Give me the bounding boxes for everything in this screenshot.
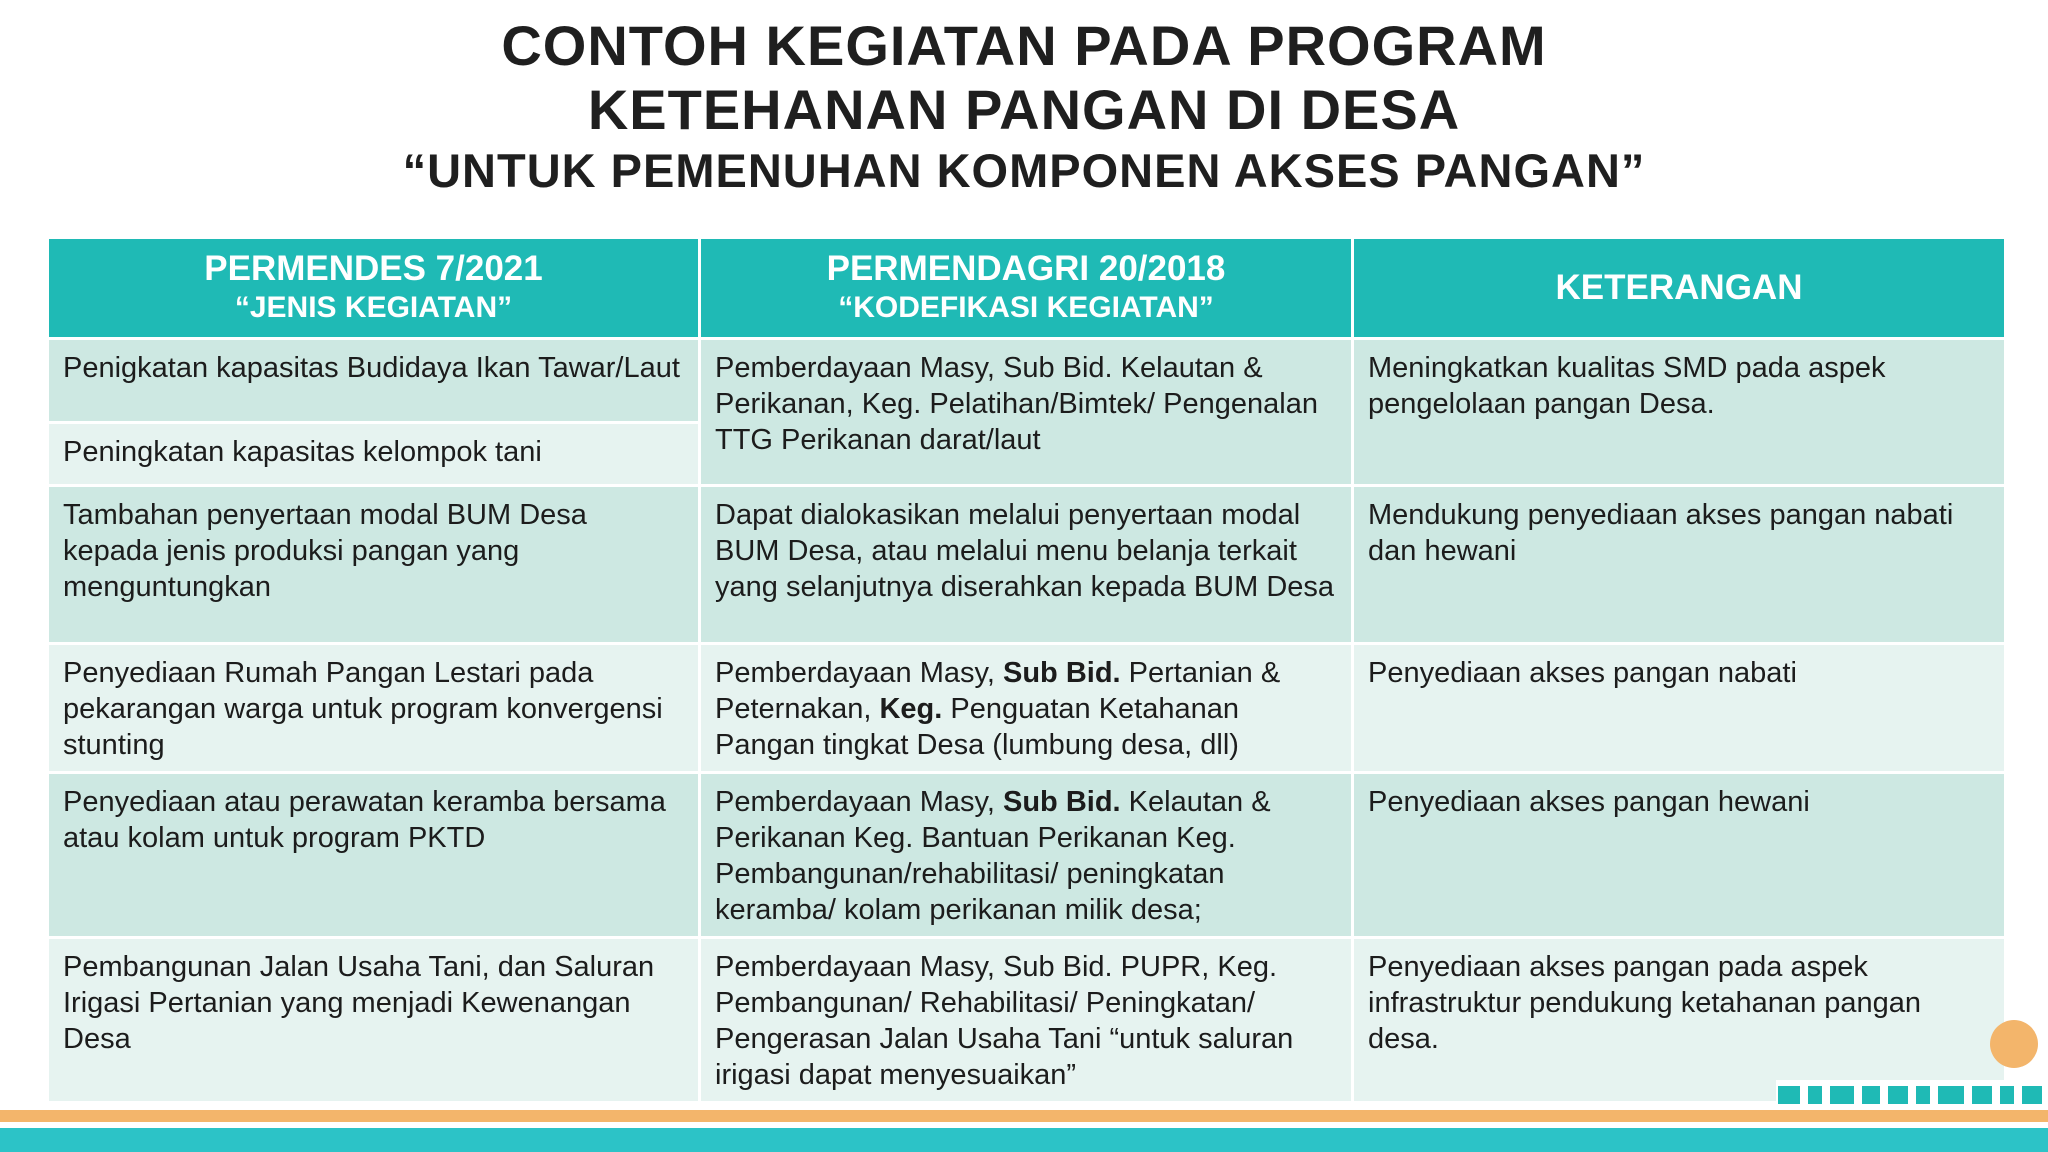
row3-col2-part-d: Keg. xyxy=(879,693,943,725)
header-keterangan xyxy=(1353,238,2006,339)
row2-col1: Tambahan penyertaan modal BUM Desa kepada jenis produksi pangan yang menguntungkan xyxy=(48,486,700,644)
row3-col2-part-a: Pemberdayaan Masy, xyxy=(715,657,1003,689)
header-permendes-main: PERMENDES 7/2021 xyxy=(204,249,543,288)
row4-col3: Penyediaan akses pangan hewani xyxy=(1353,773,2006,938)
row4-col2 xyxy=(700,773,1353,938)
row3-col2 xyxy=(700,644,1353,773)
title-line-1: CONTOH KEGIATAN PADA PROGRAM xyxy=(501,14,1547,77)
row3-col2-part-c: Pertanian & Peternakan, xyxy=(715,657,1281,725)
activity-table xyxy=(46,236,2007,1104)
title-line-3: “UNTUK PEMENUHAN KOMPONEN AKSES PANGAN” xyxy=(402,144,1646,197)
row2-col2: Dapat dialokasikan melalui penyertaan modal BUM Desa, atau melalui menu belanja terkait yang selanjutnya diserahkan kepada BUM Desa xyxy=(700,486,1353,644)
corner-logo-graphic xyxy=(1776,1010,2048,1110)
row1-col2: Pemberdayaan Masy, Sub Bid. Kelautan & Perikanan, Keg. Pelatihan/Bimtek/ Pengenalan TTG Perikanan darat/laut xyxy=(700,339,1353,486)
row4-col2-part-b: Sub Bid. xyxy=(1003,786,1121,818)
row3-col1: Penyediaan Rumah Pangan Lestari pada pekarangan warga untuk program konvergensi stunting xyxy=(48,644,700,773)
row3-col2-part-e: Penguatan Ketahanan Pangan tingkat Desa (lumbung desa, dll) xyxy=(715,693,1240,761)
footer-orange-stripe xyxy=(0,1110,2048,1122)
row5-col3: Penyediaan akses pangan pada aspek infrastruktur pendukung ketahanan pangan desa. xyxy=(1353,938,2006,1103)
row5-col2: Pemberdayaan Masy, Sub Bid. PUPR, Keg. Pembangunan/ Rehabilitasi/ Peningkatan/ Pengerasan Jalan Usaha Tani “untuk saluran irigasi dapat menyesuaikan” xyxy=(700,938,1353,1103)
header-permendes-sub: “JENIS KEGIATAN” xyxy=(234,291,513,324)
slide-title xyxy=(0,14,2048,200)
row1-col3: Meningkatkan kualitas SMD pada aspek pengelolaan pangan Desa. xyxy=(1353,339,2006,486)
row5-col1: Pembangunan Jalan Usaha Tani, dan Saluran Irigasi Pertanian yang menjadi Kewenangan Desa xyxy=(48,938,700,1103)
header-keterangan-main: KETERANGAN xyxy=(1555,268,1803,307)
row3-col2-part-b: Sub Bid. xyxy=(1003,657,1121,689)
header-permendagri-sub: “KODEFIKASI KEGIATAN” xyxy=(838,291,1214,324)
table-row xyxy=(48,773,2006,938)
row1-col1b: Peningkatan kapasitas kelompok tani xyxy=(48,423,700,486)
row4-col2-part-c: Kelautan & Perikanan Keg. Bantuan Perikanan Keg. Pembangunan/rehabilitasi/ peningkatan keramba/ kolam perikanan milik desa; xyxy=(715,786,1271,926)
footer-teal-stripe xyxy=(0,1128,2048,1152)
row4-col2-part-a: Pemberdayaan Masy, xyxy=(715,786,1003,818)
row1-col1a: Penigkatan kapasitas Budidaya Ikan Tawar/Laut xyxy=(48,339,700,423)
table-header-row xyxy=(48,238,2006,339)
table-row xyxy=(48,644,2006,773)
table-row xyxy=(48,938,2006,1103)
row2-col3: Mendukung penyediaan akses pangan nabati dan hewani xyxy=(1353,486,2006,644)
header-permendagri xyxy=(700,238,1353,339)
logo-sun-shape xyxy=(1990,1020,2038,1068)
row4-col1: Penyediaan atau perawatan keramba bersama atau kolam untuk program PKTD xyxy=(48,773,700,938)
header-permendagri-main: PERMENDAGRI 20/2018 xyxy=(826,249,1226,288)
table-row xyxy=(48,339,2006,423)
header-permendes xyxy=(48,238,700,339)
row3-col3: Penyediaan akses pangan nabati xyxy=(1353,644,2006,773)
title-line-2: KETEHANAN PANGAN DI DESA xyxy=(587,78,1461,141)
table-row xyxy=(48,486,2006,644)
